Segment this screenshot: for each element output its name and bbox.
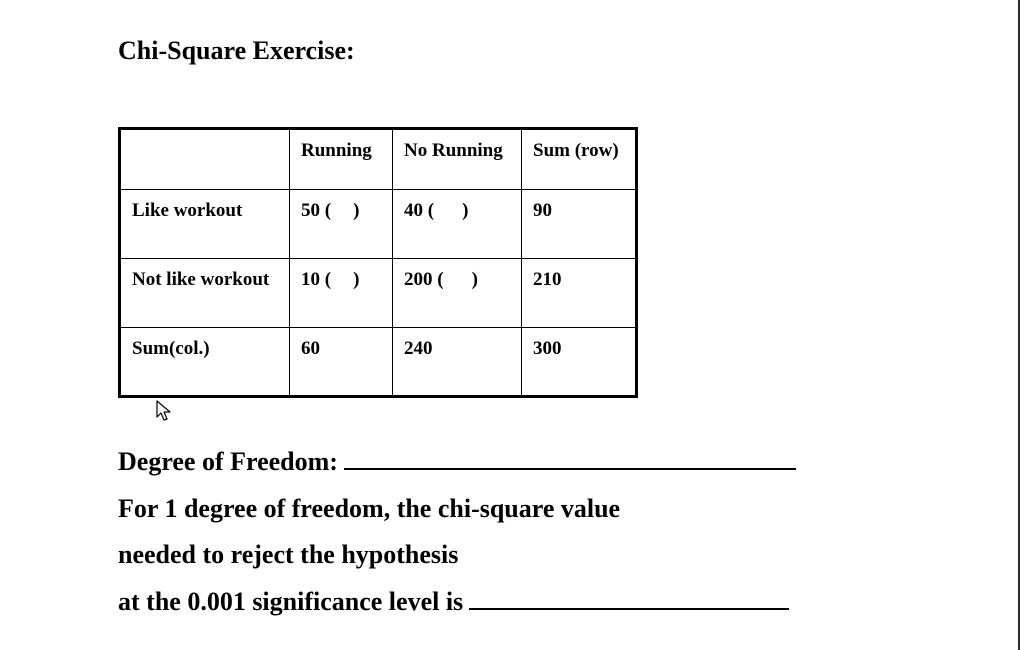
degree-of-freedom-answer-blank[interactable] — [344, 446, 796, 470]
col-sum-cell — [290, 328, 393, 397]
header-cell-empty — [120, 129, 290, 190]
expected-close-paren: ) — [462, 200, 469, 221]
degree-of-freedom-label: Degree of Freedom: — [118, 447, 338, 476]
row-sum-cell — [522, 259, 637, 328]
col-sum-value: 60 — [301, 338, 320, 359]
col-sum-cell — [393, 328, 522, 397]
observed-cell — [290, 259, 393, 328]
header-no-running-label: No Running — [404, 140, 503, 161]
row-sum-value: 90 — [533, 200, 552, 221]
observed-value: 50 ( — [301, 200, 332, 221]
row-label-cell — [120, 328, 290, 397]
observed-value: 10 ( — [301, 269, 332, 290]
table-header-row — [120, 129, 637, 190]
observed-cell — [290, 190, 393, 259]
chi-square-answer-blank[interactable] — [469, 586, 789, 610]
observed-cell — [393, 190, 522, 259]
mouse-pointer-icon — [156, 400, 174, 422]
row-label-cell — [120, 190, 290, 259]
expected-close-paren: ) — [353, 200, 360, 221]
header-sum-row-label: Sum (row) — [533, 140, 619, 161]
header-cell-sum-row — [522, 129, 637, 190]
degree-of-freedom-question — [118, 446, 796, 478]
chi-square-question-line-1: For 1 degree of freedom, the chi-square value — [118, 494, 621, 523]
table-row — [120, 328, 637, 397]
page-title: Chi-Square Exercise: — [118, 36, 355, 65]
header-running-label: Running — [301, 140, 372, 161]
page-right-edge — [1018, 0, 1020, 650]
contingency-table — [118, 127, 638, 398]
significance-level-label: at the 0.001 significance level is — [118, 587, 464, 616]
grand-total-value: 300 — [533, 338, 562, 359]
row-label: Sum(col.) — [132, 338, 210, 359]
row-sum-cell — [522, 190, 637, 259]
observed-value: 200 ( — [404, 269, 444, 290]
row-sum-value: 210 — [533, 269, 562, 290]
table-row — [120, 259, 637, 328]
expected-close-paren: ) — [471, 269, 478, 290]
header-cell-running — [290, 129, 393, 190]
table-row — [120, 190, 637, 259]
chi-square-question-line-3 — [118, 586, 789, 618]
chi-square-question-line-2: needed to reject the hypothesis — [118, 540, 459, 569]
expected-close-paren: ) — [353, 269, 360, 290]
col-sum-value: 240 — [404, 338, 433, 359]
row-label: Like workout — [132, 200, 243, 221]
row-label: Not like workout — [132, 269, 270, 290]
observed-cell — [393, 259, 522, 328]
observed-value: 40 ( — [404, 200, 435, 221]
grand-total-cell — [522, 328, 637, 397]
header-cell-no-running — [393, 129, 522, 190]
row-label-cell — [120, 259, 290, 328]
